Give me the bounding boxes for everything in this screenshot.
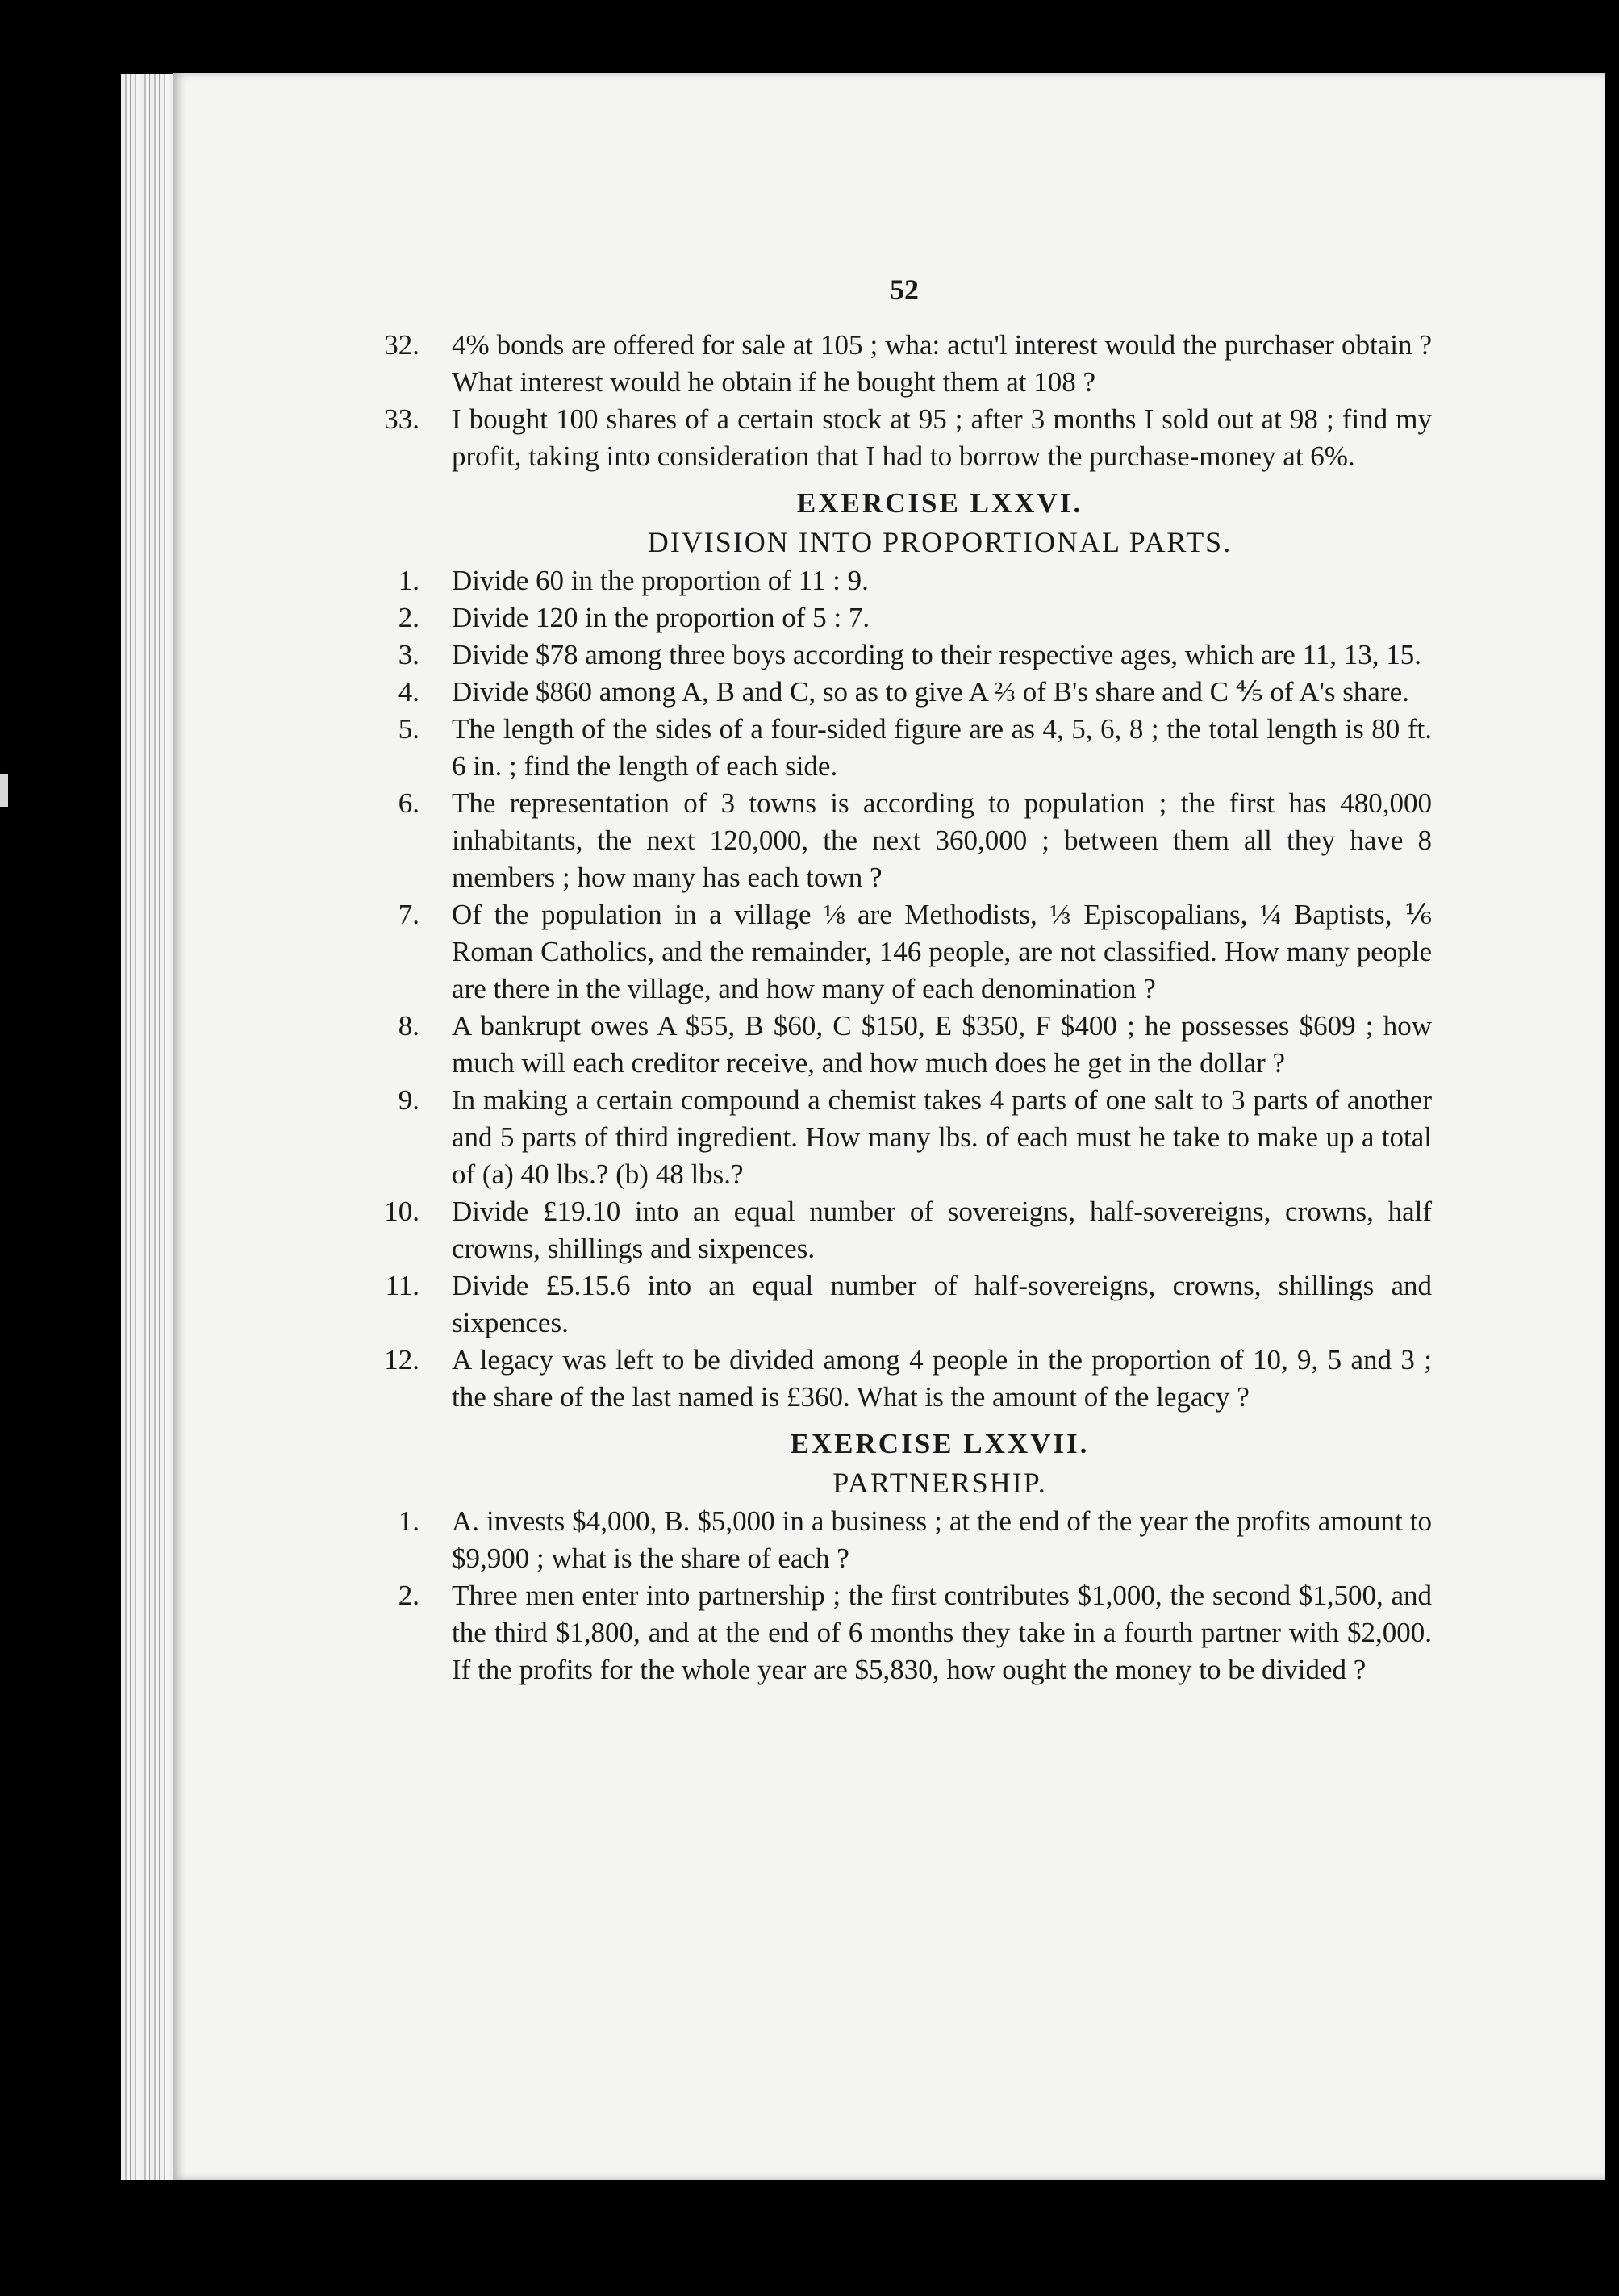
problem-text: Three men enter into partnership ; the first contributes $1,000, the second $1,500, and the third $1,800, and at the end of 6 months they take in a fourth partner with $2,000. If the profits for the whole year are $5,830, how ought the money to be divided ? bbox=[452, 1580, 1432, 1685]
problem-number: 1. bbox=[398, 1505, 419, 1537]
problem-6 bbox=[367, 785, 1432, 896]
problem-4 bbox=[367, 674, 1432, 711]
problem-text: Divide $78 among three boys according to their respective ages, which are 11, 13, 15. bbox=[452, 639, 1421, 670]
exercise-title: EXERCISE LXXVII. bbox=[790, 1428, 1090, 1459]
problem-text: In making a certain compound a chemist takes 4 parts of one salt to 3 parts of another and 5 parts of third ingredient. How many lbs. of each must he take to make up a total of (a) 40 lbs.? (b) 48 lbs.? bbox=[452, 1084, 1432, 1190]
problem-text: The representation of 3 towns is according to population ; the first has 480,000 inhabitants, the next 120,000, the next 360,000 ; between them all they have 8 members ; how many has each town ? bbox=[452, 787, 1432, 893]
problem-1 bbox=[367, 562, 1432, 599]
problem-text: A bankrupt owes A $55, B $60, C $150, E $350, F $400 ; he possesses $609 ; how much will each creditor receive, and how much does he get in the dollar ? bbox=[452, 1010, 1432, 1079]
problem-2 bbox=[367, 599, 1432, 637]
problem-text: A legacy was left to be divided among 4 people in the proportion of 10, 9, 5 and 3 ; the share of the last named is £360. What is the amount of the legacy ? bbox=[452, 1344, 1432, 1413]
problem-number: 33. bbox=[384, 403, 419, 435]
problem-number: 6. bbox=[398, 787, 419, 819]
problem-number: 12. bbox=[384, 1344, 419, 1376]
problem-text: The length of the sides of a four-sided figure are as 4, 5, 6, 8 ; the total length is 80 ft. 6 in. ; find the length of each side. bbox=[452, 713, 1432, 782]
page-content bbox=[367, 327, 1432, 1689]
problem-number: 3. bbox=[398, 639, 419, 670]
problem-1 bbox=[367, 1503, 1432, 1577]
problem-11 bbox=[367, 1267, 1432, 1342]
problem-text: Of the population in a village ⅛ are Methodists, ⅓ Episcopalians, ¼ Baptists, ⅙ Roman Catholics, and the remainder, 146 people, are not classified. How many people are there in the village, and how many of each denomination ? bbox=[452, 899, 1432, 1004]
problem-number: 9. bbox=[398, 1084, 419, 1116]
problem-5 bbox=[367, 711, 1432, 785]
problem-7 bbox=[367, 896, 1432, 1008]
problem-8 bbox=[367, 1008, 1432, 1082]
problem-number: 5. bbox=[398, 713, 419, 745]
problem-number: 4. bbox=[398, 676, 419, 708]
problem-10 bbox=[367, 1193, 1432, 1267]
problem-12 bbox=[367, 1342, 1432, 1416]
problem-number: 1. bbox=[398, 565, 419, 596]
problem-32 bbox=[367, 327, 1432, 401]
problem-number: 7. bbox=[398, 899, 419, 930]
problem-number: 11. bbox=[385, 1270, 419, 1301]
problem-2 bbox=[367, 1577, 1432, 1689]
problem-33 bbox=[367, 401, 1432, 475]
exercise-subtitle: DIVISION INTO PROPORTIONAL PARTS. bbox=[647, 526, 1233, 558]
problem-text: A. invests $4,000, B. $5,000 in a business ; at the end of the year the profits amount to $9,900 ; what is the share of each ? bbox=[452, 1505, 1432, 1574]
problem-number: 2. bbox=[398, 602, 419, 633]
problem-number: 10. bbox=[384, 1196, 419, 1227]
problem-text: 4% bonds are offered for sale at 105 ; wha: actu'l interest would the purchaser obtain ? What interest would he obtain if he bought them at 108 ? bbox=[452, 329, 1432, 398]
problem-number: 2. bbox=[398, 1580, 419, 1611]
problem-number: 32. bbox=[384, 329, 419, 361]
problem-3 bbox=[367, 637, 1432, 674]
problem-number: 8. bbox=[398, 1010, 419, 1042]
problem-text: Divide $860 among A, B and C, so as to give A ⅔ of B's share and C ⅘ of A's share. bbox=[452, 676, 1409, 708]
problem-text: Divide 120 in the proportion of 5 : 7. bbox=[452, 602, 870, 633]
page-number: 52 bbox=[890, 273, 919, 306]
problem-text: Divide £5.15.6 into an equal number of half-sovereigns, crowns, shillings and sixpences. bbox=[452, 1270, 1432, 1338]
scan-artifact bbox=[0, 774, 8, 807]
exercise-title: EXERCISE LXXVI. bbox=[796, 487, 1083, 519]
problem-text: I bought 100 shares of a certain stock at 95 ; after 3 months I sold out at 98 ; find my profit, taking into consideration that I had to borrow the purchase-money at 6%. bbox=[452, 403, 1432, 472]
exercise-subtitle: PARTNERSHIP. bbox=[832, 1467, 1047, 1499]
problem-text: Divide £19.10 into an equal number of sovereigns, half-sovereigns, crowns, half crowns, shillings and sixpences. bbox=[452, 1196, 1432, 1264]
problem-text: Divide 60 in the proportion of 11 : 9. bbox=[452, 565, 869, 596]
problem-9 bbox=[367, 1082, 1432, 1193]
